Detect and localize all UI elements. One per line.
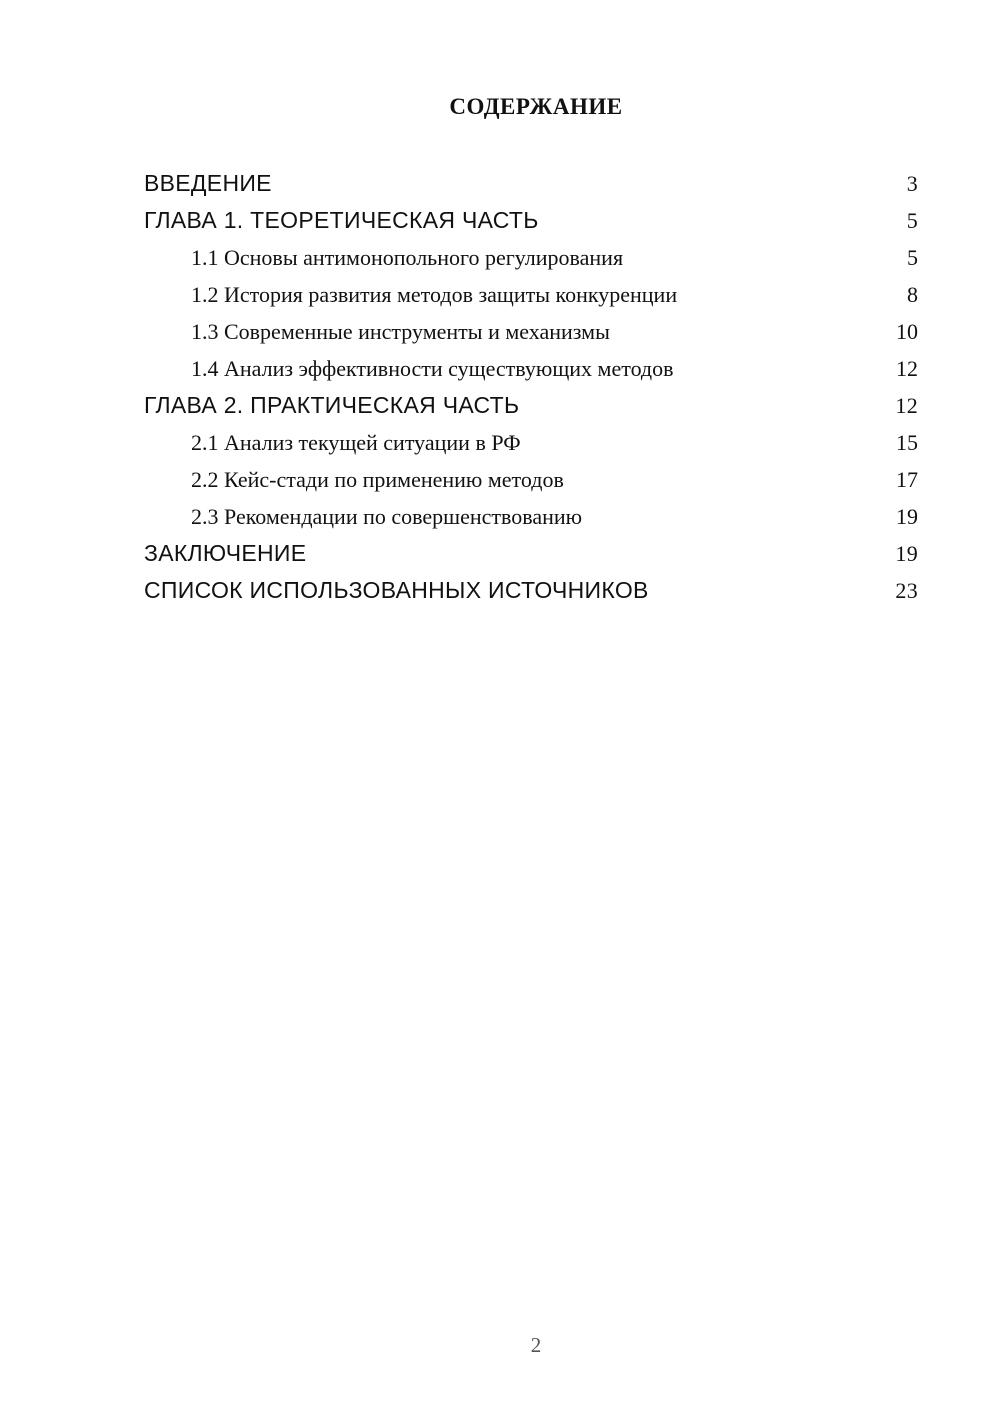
toc-entry-page: 19	[895, 541, 918, 566]
toc-entry-page: 19	[896, 504, 918, 529]
toc-entry-page: 3	[906, 171, 918, 196]
toc-entry-label: 1.1 Основы антимонопольного регулирования	[191, 245, 624, 270]
toc-entry-page: 12	[895, 393, 918, 418]
toc-entry-label: ГЛАВА 1. ТЕОРЕТИЧЕСКАЯ ЧАСТЬ	[144, 207, 539, 233]
toc-entry-label: 2.1 Анализ текущей ситуации в РФ	[191, 430, 521, 455]
toc-entry-conclusion	[144, 535, 918, 572]
toc-entry-page: 5	[907, 245, 918, 270]
toc-entry-label: 2.3 Рекомендации по совершенствованию	[191, 504, 583, 529]
toc-entry-section-1-2	[144, 276, 918, 313]
toc-entry-page: 23	[895, 578, 918, 603]
toc-entry-section-1-4	[144, 350, 918, 387]
toc-entry-section-1-3	[144, 313, 918, 350]
page-title: СОДЕРЖАНИЕ	[449, 94, 623, 119]
toc-entry-label: ВВЕДЕНИЕ	[144, 170, 272, 196]
toc-entry-page: 17	[896, 467, 918, 492]
toc-entry-label: ЗАКЛЮЧЕНИЕ	[144, 540, 307, 566]
toc-entry-chapter-1	[144, 202, 918, 239]
toc-entry-section-2-1	[144, 424, 918, 461]
toc-entry-references	[144, 572, 918, 609]
toc-entry-page: 12	[896, 356, 918, 381]
toc-entry-section-1-1	[144, 239, 918, 276]
table-of-contents	[144, 165, 918, 609]
toc-entry-label: 2.2 Кейс-стади по применению методов	[191, 467, 564, 492]
toc-entry-page: 15	[896, 430, 918, 455]
toc-entry-section-2-3	[144, 498, 918, 535]
toc-entry-chapter-2	[144, 387, 918, 424]
toc-entry-page: 8	[907, 282, 918, 307]
toc-entry-label: ГЛАВА 2. ПРАКТИЧЕСКАЯ ЧАСТЬ	[144, 392, 520, 418]
toc-entry-page: 10	[896, 319, 918, 344]
toc-entry-label: СПИСОК ИСПОЛЬЗОВАННЫХ ИСТОЧНИКОВ	[144, 577, 649, 603]
toc-entry-label: 1.2 История развития методов защиты конкуренции	[191, 282, 678, 307]
toc-entry-introduction	[144, 165, 918, 202]
toc-entry-label: 1.4 Анализ эффективности существующих методов	[191, 356, 674, 381]
toc-entry-section-2-2	[144, 461, 918, 498]
toc-entry-page: 5	[906, 208, 918, 233]
page-number: 2	[530, 1333, 542, 1357]
toc-entry-label: 1.3 Современные инструменты и механизмы	[191, 319, 610, 344]
